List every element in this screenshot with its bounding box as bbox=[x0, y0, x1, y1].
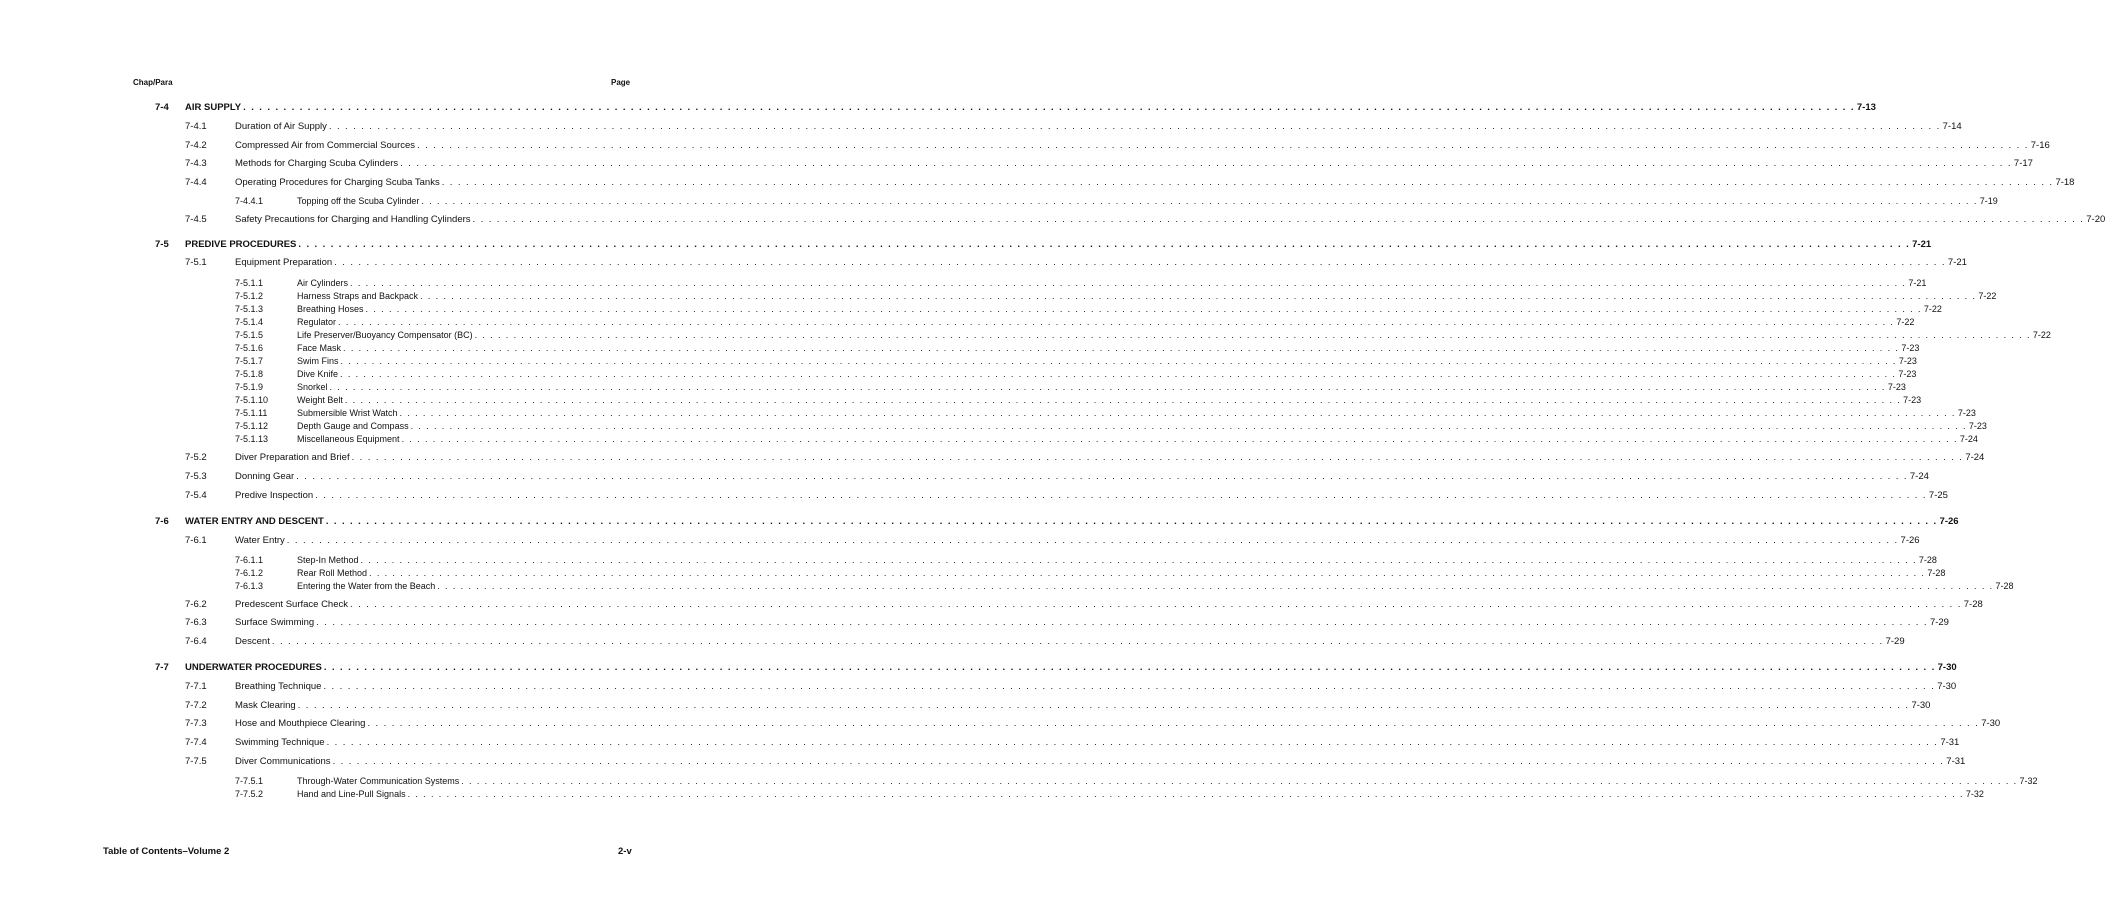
toc-entry-title: Miscellaneous Equipment bbox=[297, 434, 400, 444]
toc-entry-number: 7-6.3 bbox=[185, 617, 207, 628]
dot-leader: . . . . . . . . . . . . . . . . . . . . . . . . . . . . . . . . . . . . . . . . . . . . . . . . . . . . . . . . . . . . . . . . . . . . . . . . . . . . . . . . . . . . . . . . . . . . . . . . . . . . . . . . . . . . . . . . . . . . . . . . . . . . . . . . . . . . . . . . . . . . . . . . . . . . . . . . . . . . . . . . . . . . . . . . . . . . . . . . . . . . . . . . . . . . . . . . . . . . . . . . bbox=[399, 408, 1956, 418]
toc-entry-number: 7-5.1.1 bbox=[235, 278, 264, 288]
header-chap-para: Chap/Para bbox=[133, 78, 173, 87]
toc-entry-number: 7-5.1.8 bbox=[235, 369, 264, 379]
toc-entry-title: Regulator bbox=[297, 317, 337, 327]
toc-entry-page: 7-30 bbox=[1937, 662, 1957, 673]
toc-entry-number: 7-5.1.11 bbox=[235, 408, 268, 418]
footer-title: Table of Contents–Volume 2 bbox=[103, 846, 230, 857]
toc-entry bbox=[0, 213, 2105, 227]
toc-entry bbox=[0, 717, 2001, 731]
toc-entry bbox=[0, 470, 1929, 484]
dot-leader: . . . . . . . . . . . . . . . . . . . . . . . . . . . . . . . . . . . . . . . . . . . . . . . . . . . . . . . . . . . . . . . . . . . . . . . . . . . . . . . . . . . . . . . . . . . . . . . . . . . . . . . . . . . . . . . . . . . . . . . . . . . . . . . . . . . . . . . . . . . . . . . . . . . . . . . . . . . . . . . . . . . . . . . . . . . . . . . . . . . . . . . . . . . . . . . . . . . . . . . . bbox=[323, 662, 1936, 673]
toc-entry-title: Air Cylinders bbox=[297, 278, 349, 288]
toc-entry bbox=[0, 755, 1966, 769]
toc-entry-page: 7-23 bbox=[1957, 408, 1976, 418]
toc-entry-page: 7-21 bbox=[1912, 239, 1932, 250]
dot-leader: . . . . . . . . . . . . . . . . . . . . . . . . . . . . . . . . . . . . . . . . . . . . . . . . . . . . . . . . . . . . . . . . . . . . . . . . . . . . . . . . . . . . . . . . . . . . . . . . . . . . . . . . . . . . . . . . . . . . . . . . . . . . . . . . . . . . . . . . . . . . . . . . . . . . . . . . . . . . . . . . . . . . . . . . . . . . . . . . . . . . . . . . . . . . . . . . . . . . . . . . bbox=[441, 177, 2054, 188]
toc-entry-page: 7-19 bbox=[1979, 196, 1998, 206]
dot-leader: . . . . . . . . . . . . . . . . . . . . . . . . . . . . . . . . . . . . . . . . . . . . . . . . . . . . . . . . . . . . . . . . . . . . . . . . . . . . . . . . . . . . . . . . . . . . . . . . . . . . . . . . . . . . . . . . . . . . . . . . . . . . . . . . . . . . . . . . . . . . . . . . . . . . . . . . . . . . . . . . . . . . . . . . . . . . . . . . . . . . . . . . . . . . . . . . . . . . . . . . bbox=[351, 452, 1964, 463]
dot-leader: . . . . . . . . . . . . . . . . . . . . . . . . . . . . . . . . . . . . . . . . . . . . . . . . . . . . . . . . . . . . . . . . . . . . . . . . . . . . . . . . . . . . . . . . . . . . . . . . . . . . . . . . . . . . . . . . . . . . . . . . . . . . . . . . . . . . . . . . . . . . . . . . . . . . . . . . . . . . . . . . . . . . . . . . . . . . . . . . . . . . . . . . . . . . . . . . . . . . . . . . bbox=[407, 789, 1964, 799]
toc-entry-number: 7-5.1.9 bbox=[235, 382, 264, 392]
toc-entry-title: UNDERWATER PROCEDURES bbox=[185, 662, 322, 673]
toc-entry bbox=[0, 393, 1922, 407]
toc-entry-title: Breathing Technique bbox=[235, 681, 322, 692]
toc-entry-title: Hose and Mouthpiece Clearing bbox=[235, 718, 366, 729]
dot-leader: . . . . . . . . . . . . . . . . . . . . . . . . . . . . . . . . . . . . . . . . . . . . . . . . . . . . . . . . . . . . . . . . . . . . . . . . . . . . . . . . . . . . . . . . . . . . . . . . . . . . . . . . . . . . . . . . . . . . . . . . . . . . . . . . . . . . . . . . . . . . . . . . . . . . . . . . . . . . . . . . . . . . . . . . . . . . . . . . . . . . . . . . . . . . . . . . . . . . . . . . bbox=[340, 369, 1897, 379]
toc-entry-page: 7-24 bbox=[1909, 471, 1929, 482]
toc-entry bbox=[0, 566, 1946, 580]
toc-entry-title: Descent bbox=[235, 636, 270, 647]
toc-entry bbox=[0, 534, 1920, 548]
toc-entry-number: 7-7.4 bbox=[185, 737, 207, 748]
toc-entry-title: Swim Fins bbox=[297, 356, 339, 366]
toc-entry bbox=[0, 157, 2033, 171]
toc-entry bbox=[0, 553, 1937, 567]
toc-entry bbox=[0, 256, 1967, 270]
toc-entry-number: 7-7.2 bbox=[185, 700, 207, 711]
toc-entry-title: PREDIVE PROCEDURES bbox=[185, 239, 297, 250]
toc-entry-page: 7-28 bbox=[1963, 599, 1983, 610]
toc-entry-title: Water Entry bbox=[235, 535, 285, 546]
toc-entry-title: Breathing Hoses bbox=[297, 304, 364, 314]
toc-entry-title: Donning Gear bbox=[235, 471, 295, 482]
toc-entry-page: 7-21 bbox=[1908, 278, 1927, 288]
toc-entry-page: 7-23 bbox=[1898, 369, 1917, 379]
toc-entry-number: 7-4.5 bbox=[185, 214, 207, 225]
toc-entry bbox=[0, 120, 1962, 134]
dot-leader: . . . . . . . . . . . . . . . . . . . . . . . . . . . . . . . . . . . . . . . . . . . . . . . . . . . . . . . . . . . . . . . . . . . . . . . . . . . . . . . . . . . . . . . . . . . . . . . . . . . . . . . . . . . . . . . . . . . . . . . . . . . . . . . . . . . . . . . . . . . . . . . . . . . . . . . . . . . . . . . . . . . . . . . . . . . . . . . . . . . . . . . . . . . . . . . . . . . . . . . . bbox=[367, 718, 1980, 729]
toc-entry-page: 7-18 bbox=[2055, 177, 2075, 188]
toc-entry-page: 7-26 bbox=[1900, 535, 1920, 546]
dot-leader: . . . . . . . . . . . . . . . . . . . . . . . . . . . . . . . . . . . . . . . . . . . . . . . . . . . . . . . . . . . . . . . . . . . . . . . . . . . . . . . . . . . . . . . . . . . . . . . . . . . . . . . . . . . . . . . . . . . . . . . . . . . . . . . . . . . . . . . . . . . . . . . . . . . . . . . . . . . . . . . . . . . . . . . . . . . . . . . . . . . . . . . . . . . . . . . . . . . . . . . . bbox=[461, 776, 2018, 786]
toc-entry-title: Predive Inspection bbox=[235, 490, 314, 501]
toc-entry-page: 7-22 bbox=[2032, 330, 2051, 340]
toc-entry bbox=[0, 354, 1917, 368]
toc-entry-number: 7-7.5.1 bbox=[235, 776, 264, 786]
toc-entry-number: 7-5.1.3 bbox=[235, 304, 264, 314]
toc-entry-number: 7-7.1 bbox=[185, 681, 207, 692]
toc-entry-title: Rear Roll Method bbox=[297, 568, 368, 578]
toc-entry bbox=[0, 176, 2075, 190]
dot-leader: . . . . . . . . . . . . . . . . . . . . . . . . . . . . . . . . . . . . . . . . . . . . . . . . . . . . . . . . . . . . . . . . . . . . . . . . . . . . . . . . . . . . . . . . . . . . . . . . . . . . . . . . . . . . . . . . . . . . . . . . . . . . . . . . . . . . . . . . . . . . . . . . . . . . . . . . . . . . . . . . . . . . . . . . . . . . . . . . . . . . . . . . . . . . . . . . . . . . . . . . bbox=[343, 343, 1900, 353]
toc-entry-number: 7-5.3 bbox=[185, 471, 207, 482]
toc-entry-number: 7-5.2 bbox=[185, 452, 207, 463]
toc-entry-number: 7-4.4.1 bbox=[235, 196, 264, 206]
toc-entry-title: Depth Gauge and Compass bbox=[297, 421, 409, 431]
toc-entry-number: 7-5.1.7 bbox=[235, 356, 264, 366]
toc-entry-page: 7-22 bbox=[1978, 291, 1997, 301]
toc-entry-title: Through-Water Communication Systems bbox=[297, 776, 460, 786]
toc-entry-page: 7-26 bbox=[1939, 516, 1959, 527]
dot-leader: . . . . . . . . . . . . . . . . . . . . . . . . . . . . . . . . . . . . . . . . . . . . . . . . . . . . . . . . . . . . . . . . . . . . . . . . . . . . . . . . . . . . . . . . . . . . . . . . . . . . . . . . . . . . . . . . . . . . . . . . . . . . . . . . . . . . . . . . . . . . . . . . . . . . . . . . . . . . . . . . . . . . . . . . . . . . . . . . . . . . . . . . . . . . . . . . . . . . . . . . bbox=[360, 555, 1917, 565]
toc-entry-number: 7-5.1.5 bbox=[235, 330, 264, 340]
toc-entry-title: Equipment Preparation bbox=[235, 257, 333, 268]
toc-entry-page: 7-23 bbox=[1901, 343, 1920, 353]
toc-entry-title: Compressed Air from Commercial Sources bbox=[235, 140, 416, 151]
toc-entry-page: 7-20 bbox=[2086, 214, 2105, 225]
toc-entry-number: 7-5 bbox=[155, 239, 169, 250]
toc-entry-number: 7-6.1.3 bbox=[235, 581, 264, 591]
toc-entry-title: Life Preserver/Buoyancy Compensator (BC) bbox=[297, 330, 473, 340]
dot-leader: . . . . . . . . . . . . . . . . . . . . . . . . . . . . . . . . . . . . . . . . . . . . . . . . . . . . . . . . . . . . . . . . . . . . . . . . . . . . . . . . . . . . . . . . . . . . . . . . . . . . . . . . . . . . . . . . . . . . . . . . . . . . . . . . . . . . . . . . . . . . . . . . . . . . . . . . . . . . . . . . . . . . . . . . . . . . . . . . . . . . . . . . . . . . . . . . . . . . . . . . bbox=[417, 140, 2029, 151]
dot-leader: . . . . . . . . . . . . . . . . . . . . . . . . . . . . . . . . . . . . . . . . . . . . . . . . . . . . . . . . . . . . . . . . . . . . . . . . . . . . . . . . . . . . . . . . . . . . . . . . . . . . . . . . . . . . . . . . . . . . . . . . . . . . . . . . . . . . . . . . . . . . . . . . . . . . . . . . . . . . . . . . . . . . . . . . . . . . . . . . . . . . . . . . . . . . . . . . . . . . . . . . bbox=[350, 278, 1907, 288]
toc-entry-page: 7-29 bbox=[1885, 636, 1905, 647]
dot-leader: . . . . . . . . . . . . . . . . . . . . . . . . . . . . . . . . . . . . . . . . . . . . . . . . . . . . . . . . . . . . . . . . . . . . . . . . . . . . . . . . . . . . . . . . . . . . . . . . . . . . . . . . . . . . . . . . . . . . . . . . . . . . . . . . . . . . . . . . . . . . . . . . . . . . . . . . . . . . . . . . . . . . . . . . . . . . . . . . . . . . . . . . . . . . . . . . . . . . . . . . bbox=[286, 535, 1899, 546]
toc-entry-number: 7-7.5 bbox=[185, 756, 207, 767]
toc-entry-page: 7-31 bbox=[1940, 737, 1960, 748]
toc-entry-title: Submersible Wrist Watch bbox=[297, 408, 398, 418]
toc-entry-title: Step-In Method bbox=[297, 555, 359, 565]
toc-entry-page: 7-21 bbox=[1947, 257, 1967, 268]
toc-entry bbox=[0, 276, 1927, 290]
dot-leader: . . . . . . . . . . . . . . . . . . . . . . . . . . . . . . . . . . . . . . . . . . . . . . . . . . . . . . . . . . . . . . . . . . . . . . . . . . . . . . . . . . . . . . . . . . . . . . . . . . . . . . . . . . . . . . . . . . . . . . . . . . . . . . . . . . . . . . . . . . . . . . . . . . . . . . . . . . . . . . . . . . . . . . . . . . . . . . . . . . . . . . . . . . . . . . . . . . . . . . . . bbox=[344, 395, 1902, 405]
toc-entry bbox=[0, 367, 1917, 381]
dot-leader: . . . . . . . . . . . . . . . . . . . . . . . . . . . . . . . . . . . . . . . . . . . . . . . . . . . . . . . . . . . . . . . . . . . . . . . . . . . . . . . . . . . . . . . . . . . . . . . . . . . . . . . . . . . . . . . . . . . . . . . . . . . . . . . . . . . . . . . . . . . . . . . . . . . . . . . . . . . . . . . . . . . . . . . . . . . . . . . . . . . . . . . . . . . . . . . . . . . . . . . . bbox=[316, 617, 1928, 628]
dot-leader: . . . . . . . . . . . . . . . . . . . . . . . . . . . . . . . . . . . . . . . . . . . . . . . . . . . . . . . . . . . . . . . . . . . . . . . . . . . . . . . . . . . . . . . . . . . . . . . . . . . . . . . . . . . . . . . . . . . . . . . . . . . . . . . . . . . . . . . . . . . . . . . . . . . . . . . . . . . . . . . . . . . . . . . . . . . . . . . . . . . . . . . . . . . . . . . . . . . . . . . . bbox=[326, 737, 1939, 748]
dot-leader: . . . . . . . . . . . . . . . . . . . . . . . . . . . . . . . . . . . . . . . . . . . . . . . . . . . . . . . . . . . . . . . . . . . . . . . . . . . . . . . . . . . . . . . . . . . . . . . . . . . . . . . . . . . . . . . . . . . . . . . . . . . . . . . . . . . . . . . . . . . . . . . . . . . . . . . . . . . . . . . . . . . . . . . . . . . . . . . . . . . . . . . . . . . . . . . . . . . . . . . . bbox=[338, 317, 1895, 327]
dot-leader: . . . . . . . . . . . . . . . . . . . . . . . . . . . . . . . . . . . . . . . . . . . . . . . . . . . . . . . . . . . . . . . . . . . . . . . . . . . . . . . . . . . . . . . . . . . . . . . . . . . . . . . . . . . . . . . . . . . . . . . . . . . . . . . . . . . . . . . . . . . . . . . . . . . . . . . . . . . . . . . . . . . . . . . . . . . . . . . . . . . . . . . . . . . . . . . . . . . . . . . . bbox=[365, 304, 1922, 314]
toc-entry-number: 7-4.1 bbox=[185, 121, 207, 132]
toc-entry-title: Diver Preparation and Brief bbox=[235, 452, 350, 463]
footer-page-number: 2-v bbox=[618, 846, 632, 857]
toc-entry bbox=[0, 101, 1876, 115]
dot-leader: . . . . . . . . . . . . . . . . . . . . . . . . . . . . . . . . . . . . . . . . . . . . . . . . . . . . . . . . . . . . . . . . . . . . . . . . . . . . . . . . . . . . . . . . . . . . . . . . . . . . . . . . . . . . . . . . . . . . . . . . . . . . . . . . . . . . . . . . . . . . . . . . . . . . . . . . . . . . . . . . . . . . . . . . . . . . . . . . . . . . . . . . . . . . . . . . . . . . . . . . bbox=[296, 471, 1908, 482]
toc-entry bbox=[0, 289, 1997, 303]
toc-entry-number: 7-6.1 bbox=[185, 535, 207, 546]
dot-leader: . . . . . . . . . . . . . . . . . . . . . . . . . . . . . . . . . . . . . . . . . . . . . . . . . . . . . . . . . . . . . . . . . . . . . . . . . . . . . . . . . . . . . . . . . . . . . . . . . . . . . . . . . . . . . . . . . . . . . . . . . . . . . . . . . . . . . . . . . . . . . . . . . . . . . . . . . . . . . . . . . . . . . . . . . . . . . . . . . . . . . . . . . . . . . . . . . . . . . . . . bbox=[401, 434, 1958, 444]
toc-entry bbox=[0, 238, 1932, 252]
toc-entry-title: Predescent Surface Check bbox=[235, 599, 349, 610]
toc-entry bbox=[0, 787, 1984, 801]
dot-leader: . . . . . . . . . . . . . . . . . . . . . . . . . . . . . . . . . . . . . . . . . . . . . . . . . . . . . . . . . . . . . . . . . . . . . . . . . . . . . . . . . . . . . . . . . . . . . . . . . . . . . . . . . . . . . . . . . . . . . . . . . . . . . . . . . . . . . . . . . . . . . . . . . . . . . . . . . . . . . . . . . . . . . . . . . . . . . . . . . . . . . . . . . . . . . . . . . . . . . . . . bbox=[297, 700, 1910, 711]
toc-entry-title: Mask Clearing bbox=[235, 700, 296, 711]
toc-entry-number: 7-7.5.2 bbox=[235, 789, 264, 799]
toc-entry bbox=[0, 328, 2051, 342]
toc-entry-number: 7-7.3 bbox=[185, 718, 207, 729]
toc-entry-page: 7-30 bbox=[1911, 700, 1931, 711]
toc-entry bbox=[0, 489, 1948, 503]
toc-entry-title: Surface Swimming bbox=[235, 617, 315, 628]
toc-entry-number: 7-5.1.2 bbox=[235, 291, 264, 301]
toc-entry-title: Safety Precautions for Charging and Handling Cylinders bbox=[235, 214, 471, 225]
toc-entry bbox=[0, 515, 1959, 529]
toc-entry-number: 7-4 bbox=[155, 102, 169, 113]
toc-entry-title: Harness Straps and Backpack bbox=[297, 291, 419, 301]
toc-entry-page: 7-23 bbox=[1903, 395, 1922, 405]
toc-entry-page: 7-23 bbox=[1887, 382, 1906, 392]
toc-entry-number: 7-5.1.6 bbox=[235, 343, 264, 353]
toc-entry bbox=[0, 302, 1942, 316]
toc-entry bbox=[0, 736, 1960, 750]
toc-entry-title: WATER ENTRY AND DESCENT bbox=[185, 516, 324, 527]
toc-entry-number: 7-4.3 bbox=[185, 158, 207, 169]
toc-entry bbox=[0, 680, 1957, 694]
dot-leader: . . . . . . . . . . . . . . . . . . . . . . . . . . . . . . . . . . . . . . . . . . . . . . . . . . . . . . . . . . . . . . . . . . . . . . . . . . . . . . . . . . . . . . . . . . . . . . . . . . . . . . . . . . . . . . . . . . . . . . . . . . . . . . . . . . . . . . . . . . . . . . . . . . . . . . . . . . . . . . . . . . . . . . . . . . . . . . . . . . . . . . . . . . . . . . . . . . . . . . . . bbox=[350, 599, 1962, 610]
toc-entry-page: 7-29 bbox=[1929, 617, 1949, 628]
toc-entry bbox=[0, 616, 1949, 630]
dot-leader: . . . . . . . . . . . . . . . . . . . . . . . . . . . . . . . . . . . . . . . . . . . . . . . . . . . . . . . . . . . . . . . . . . . . . . . . . . . . . . . . . . . . . . . . . . . . . . . . . . . . . . . . . . . . . . . . . . . . . . . . . . . . . . . . . . . . . . . . . . . . . . . . . . . . . . . . . . . . . . . . . . . . . . . . . . . . . . . . . . . . . . . . . . . . . . . . . . . . . . . . bbox=[329, 382, 1886, 392]
toc-entry-title: Snorkel bbox=[297, 382, 328, 392]
toc-entry-page: 7-25 bbox=[1928, 490, 1948, 501]
dot-leader: . . . . . . . . . . . . . . . . . . . . . . . . . . . . . . . . . . . . . . . . . . . . . . . . . . . . . . . . . . . . . . . . . . . . . . . . . . . . . . . . . . . . . . . . . . . . . . . . . . . . . . . . . . . . . . . . . . . . . . . . . . . . . . . . . . . . . . . . . . . . . . . . . . . . . . . . . . . . . . . . . . . . . . . . . . . . . . . . . . . . . . . . . . . . . . . . . . . . . . . . bbox=[243, 102, 1855, 113]
toc-entry-number: 7-5.1 bbox=[185, 257, 207, 268]
dot-leader: . . . . . . . . . . . . . . . . . . . . . . . . . . . . . . . . . . . . . . . . . . . . . . . . . . . . . . . . . . . . . . . . . . . . . . . . . . . . . . . . . . . . . . . . . . . . . . . . . . . . . . . . . . . . . . . . . . . . . . . . . . . . . . . . . . . . . . . . . . . . . . . . . . . . . . . . . . . . . . . . . . . . . . . . . . . . . . . . . . . . . . . . . . . . . . . . . . . . . . . . bbox=[271, 636, 1884, 647]
toc-entry-title: Swimming Technique bbox=[235, 737, 325, 748]
toc-entry-page: 7-24 bbox=[1965, 452, 1985, 463]
toc-entry bbox=[0, 341, 1920, 355]
toc-entry-page: 7-28 bbox=[1995, 581, 2014, 591]
toc-entry-page: 7-32 bbox=[2019, 776, 2038, 786]
toc-entry-page: 7-23 bbox=[1898, 356, 1917, 366]
toc-entry-number: 7-6.1.1 bbox=[235, 555, 264, 565]
dot-leader: . . . . . . . . . . . . . . . . . . . . . . . . . . . . . . . . . . . . . . . . . . . . . . . . . . . . . . . . . . . . . . . . . . . . . . . . . . . . . . . . . . . . . . . . . . . . . . . . . . . . . . . . . . . . . . . . . . . . . . . . . . . . . . . . . . . . . . . . . . . . . . . . . . . . . . . . . . . . . . . . . . . . . . . . . . . . . . . . . . . . . . . . . . . . . . . . . . . . . . . . bbox=[340, 356, 1897, 366]
toc-entry-page: 7-28 bbox=[1927, 568, 1946, 578]
header-page: Page bbox=[611, 78, 631, 87]
dot-leader: . . . . . . . . . . . . . . . . . . . . . . . . . . . . . . . . . . . . . . . . . . . . . . . . . . . . . . . . . . . . . . . . . . . . . . . . . . . . . . . . . . . . . . . . . . . . . . . . . . . . . . . . . . . . . . . . . . . . . . . . . . . . . . . . . . . . . . . . . . . . . . . . . . . . . . . . . . . . . . . . . . . . . . . . . . . . . . . . . . . . . . . . . . . . . . . . . . . . . . . . bbox=[298, 239, 1911, 250]
toc-entry-title: Methods for Charging Scuba Cylinders bbox=[235, 158, 399, 169]
toc-entry-page: 7-17 bbox=[2013, 158, 2033, 169]
dot-leader: . . . . . . . . . . . . . . . . . . . . . . . . . . . . . . . . . . . . . . . . . . . . . . . . . . . . . . . . . . . . . . . . . . . . . . . . . . . . . . . . . . . . . . . . . . . . . . . . . . . . . . . . . . . . . . . . . . . . . . . . . . . . . . . . . . . . . . . . . . . . . . . . . . . . . . . . . . . . . . . . . . . . . . . . . . . . . . . . . . . . . . . . . . . . . . . . . . . . . . . . bbox=[474, 330, 2031, 340]
toc-entry-page: 7-32 bbox=[1965, 789, 1984, 799]
toc-entry-number: 7-7 bbox=[155, 662, 169, 673]
toc-entry bbox=[0, 432, 1978, 446]
toc-entry bbox=[0, 774, 2038, 788]
toc-entry-number: 7-6.4 bbox=[185, 636, 207, 647]
toc-entry bbox=[0, 699, 1931, 713]
toc-entry-title: Face Mask bbox=[297, 343, 342, 353]
toc-entry-page: 7-22 bbox=[1896, 317, 1915, 327]
toc-entry-title: AIR SUPPLY bbox=[185, 102, 242, 113]
toc-entry bbox=[0, 451, 1985, 465]
toc-entry bbox=[0, 406, 1976, 420]
dot-leader: . . . . . . . . . . . . . . . . . . . . . . . . . . . . . . . . . . . . . . . . . . . . . . . . . . . . . . . . . . . . . . . . . . . . . . . . . . . . . . . . . . . . . . . . . . . . . . . . . . . . . . . . . . . . . . . . . . . . . . . . . . . . . . . . . . . . . . . . . . . . . . . . . . . . . . . . . . . . . . . . . . . . . . . . . . . . . . . . . . . . . . . . . . . . . . . . . . . . . . . . bbox=[421, 196, 1978, 206]
toc-entry-number: 7-6.1.2 bbox=[235, 568, 264, 578]
toc-entry-page: 7-22 bbox=[1923, 304, 1942, 314]
dot-leader: . . . . . . . . . . . . . . . . . . . . . . . . . . . . . . . . . . . . . . . . . . . . . . . . . . . . . . . . . . . . . . . . . . . . . . . . . . . . . . . . . . . . . . . . . . . . . . . . . . . . . . . . . . . . . . . . . . . . . . . . . . . . . . . . . . . . . . . . . . . . . . . . . . . . . . . . . . . . . . . . . . . . . . . . . . . . . . . . . . . . . . . . . . . . . . . . . . . . . . . . bbox=[400, 158, 2012, 169]
toc-entry bbox=[0, 579, 2014, 593]
dot-leader: . . . . . . . . . . . . . . . . . . . . . . . . . . . . . . . . . . . . . . . . . . . . . . . . . . . . . . . . . . . . . . . . . . . . . . . . . . . . . . . . . . . . . . . . . . . . . . . . . . . . . . . . . . . . . . . . . . . . . . . . . . . . . . . . . . . . . . . . . . . . . . . . . . . . . . . . . . . . . . . . . . . . . . . . . . . . . . . . . . . . . . . . . . . . . . . . . . . . . . . . bbox=[328, 121, 1941, 132]
toc-entry-number: 7-5.4 bbox=[185, 490, 207, 501]
toc-entry bbox=[0, 598, 1983, 612]
dot-leader: . . . . . . . . . . . . . . . . . . . . . . . . . . . . . . . . . . . . . . . . . . . . . . . . . . . . . . . . . . . . . . . . . . . . . . . . . . . . . . . . . . . . . . . . . . . . . . . . . . . . . . . . . . . . . . . . . . . . . . . . . . . . . . . . . . . . . . . . . . . . . . . . . . . . . . . . . . . . . . . . . . . . . . . . . . . . . . . . . . . . . . . . . . . . . . . . . . . . . . . . bbox=[332, 756, 1945, 767]
toc-entry-number: 7-6 bbox=[155, 516, 169, 527]
toc-entry bbox=[0, 315, 1915, 329]
toc-entry-title: Entering the Water from the Beach bbox=[297, 581, 436, 591]
toc-entry-number: 7-5.1.13 bbox=[235, 434, 269, 444]
dot-leader: . . . . . . . . . . . . . . . . . . . . . . . . . . . . . . . . . . . . . . . . . . . . . . . . . . . . . . . . . . . . . . . . . . . . . . . . . . . . . . . . . . . . . . . . . . . . . . . . . . . . . . . . . . . . . . . . . . . . . . . . . . . . . . . . . . . . . . . . . . . . . . . . . . . . . . . . . . . . . . . . . . . . . . . . . . . . . . . . . . . . . . . . . . . . . . . . . . . . . . . . bbox=[315, 490, 1927, 501]
dot-leader: . . . . . . . . . . . . . . . . . . . . . . . . . . . . . . . . . . . . . . . . . . . . . . . . . . . . . . . . . . . . . . . . . . . . . . . . . . . . . . . . . . . . . . . . . . . . . . . . . . . . . . . . . . . . . . . . . . . . . . . . . . . . . . . . . . . . . . . . . . . . . . . . . . . . . . . . . . . . . . . . . . . . . . . . . . . . . . . . . . . . . . . . . . . . . . . . . . . . . . . . bbox=[369, 568, 1926, 578]
toc-entry bbox=[0, 661, 1957, 675]
toc-entry-number: 7-4.2 bbox=[185, 140, 207, 151]
toc-entry-number: 7-5.1.12 bbox=[235, 421, 269, 431]
dot-leader: . . . . . . . . . . . . . . . . . . . . . . . . . . . . . . . . . . . . . . . . . . . . . . . . . . . . . . . . . . . . . . . . . . . . . . . . . . . . . . . . . . . . . . . . . . . . . . . . . . . . . . . . . . . . . . . . . . . . . . . . . . . . . . . . . . . . . . . . . . . . . . . . . . . . . . . . . . . . . . . . . . . . . . . . . . . . . . . . . . . . . . . . . . . . . . . . . . . . . . . . bbox=[472, 214, 2085, 225]
toc-entry-page: 7-13 bbox=[1856, 102, 1876, 113]
toc-entry bbox=[0, 380, 1906, 394]
toc-entry-title: Diver Communications bbox=[235, 756, 331, 767]
toc-entry-page: 7-31 bbox=[1946, 756, 1966, 767]
toc-entry-title: Weight Belt bbox=[297, 395, 343, 405]
toc-entry-number: 7-5.1.10 bbox=[235, 395, 269, 405]
dot-leader: . . . . . . . . . . . . . . . . . . . . . . . . . . . . . . . . . . . . . . . . . . . . . . . . . . . . . . . . . . . . . . . . . . . . . . . . . . . . . . . . . . . . . . . . . . . . . . . . . . . . . . . . . . . . . . . . . . . . . . . . . . . . . . . . . . . . . . . . . . . . . . . . . . . . . . . . . . . . . . . . . . . . . . . . . . . . . . . . . . . . . . . . . . . . . . . . . . . . . . . . bbox=[420, 291, 1977, 301]
toc-entry bbox=[0, 139, 2050, 153]
toc-entry-page: 7-30 bbox=[1937, 681, 1957, 692]
toc-entry-page: 7-16 bbox=[2030, 140, 2050, 151]
dot-leader: . . . . . . . . . . . . . . . . . . . . . . . . . . . . . . . . . . . . . . . . . . . . . . . . . . . . . . . . . . . . . . . . . . . . . . . . . . . . . . . . . . . . . . . . . . . . . . . . . . . . . . . . . . . . . . . . . . . . . . . . . . . . . . . . . . . . . . . . . . . . . . . . . . . . . . . . . . . . . . . . . . . . . . . . . . . . . . . . . . . . . . . . . . . . . . . . . . . . . . . . bbox=[410, 421, 1967, 431]
dot-leader: . . . . . . . . . . . . . . . . . . . . . . . . . . . . . . . . . . . . . . . . . . . . . . . . . . . . . . . . . . . . . . . . . . . . . . . . . . . . . . . . . . . . . . . . . . . . . . . . . . . . . . . . . . . . . . . . . . . . . . . . . . . . . . . . . . . . . . . . . . . . . . . . . . . . . . . . . . . . . . . . . . . . . . . . . . . . . . . . . . . . . . . . . . . . . . . . . . . . . . . . bbox=[323, 681, 1936, 692]
toc-entry-number: 7-5.1.4 bbox=[235, 317, 264, 327]
toc-entry-title: Topping off the Scuba Cylinder bbox=[297, 196, 420, 206]
toc-entry-page: 7-23 bbox=[1968, 421, 1987, 431]
toc-entry bbox=[0, 419, 1987, 433]
toc-entry-page: 7-30 bbox=[1981, 718, 2001, 729]
toc-entry-number: 7-6.2 bbox=[185, 599, 207, 610]
toc-entry-page: 7-14 bbox=[1942, 121, 1962, 132]
dot-leader: . . . . . . . . . . . . . . . . . . . . . . . . . . . . . . . . . . . . . . . . . . . . . . . . . . . . . . . . . . . . . . . . . . . . . . . . . . . . . . . . . . . . . . . . . . . . . . . . . . . . . . . . . . . . . . . . . . . . . . . . . . . . . . . . . . . . . . . . . . . . . . . . . . . . . . . . . . . . . . . . . . . . . . . . . . . . . . . . . . . . . . . . . . . . . . . . . . . . . . . . bbox=[437, 581, 1994, 591]
toc-entry bbox=[0, 194, 1998, 208]
dot-leader: . . . . . . . . . . . . . . . . . . . . . . . . . . . . . . . . . . . . . . . . . . . . . . . . . . . . . . . . . . . . . . . . . . . . . . . . . . . . . . . . . . . . . . . . . . . . . . . . . . . . . . . . . . . . . . . . . . . . . . . . . . . . . . . . . . . . . . . . . . . . . . . . . . . . . . . . . . . . . . . . . . . . . . . . . . . . . . . . . . . . . . . . . . . . . . . . . . . . . . . . bbox=[334, 257, 1946, 268]
toc-entry-page: 7-24 bbox=[1959, 434, 1978, 444]
toc-entry-number: 7-4.4 bbox=[185, 177, 207, 188]
dot-leader: . . . . . . . . . . . . . . . . . . . . . . . . . . . . . . . . . . . . . . . . . . . . . . . . . . . . . . . . . . . . . . . . . . . . . . . . . . . . . . . . . . . . . . . . . . . . . . . . . . . . . . . . . . . . . . . . . . . . . . . . . . . . . . . . . . . . . . . . . . . . . . . . . . . . . . . . . . . . . . . . . . . . . . . . . . . . . . . . . . . . . . . . . . . . . . . . . . . . . . . . bbox=[325, 516, 1938, 527]
toc-entry-title: Hand and Line-Pull Signals bbox=[297, 789, 406, 799]
toc-entry bbox=[0, 635, 1905, 649]
toc-entry-page: 7-28 bbox=[1918, 555, 1937, 565]
toc-entry-title: Dive Knife bbox=[297, 369, 339, 379]
toc-entry-title: Duration of Air Supply bbox=[235, 121, 327, 132]
toc-entry-title: Operating Procedures for Charging Scuba Tanks bbox=[235, 177, 440, 188]
